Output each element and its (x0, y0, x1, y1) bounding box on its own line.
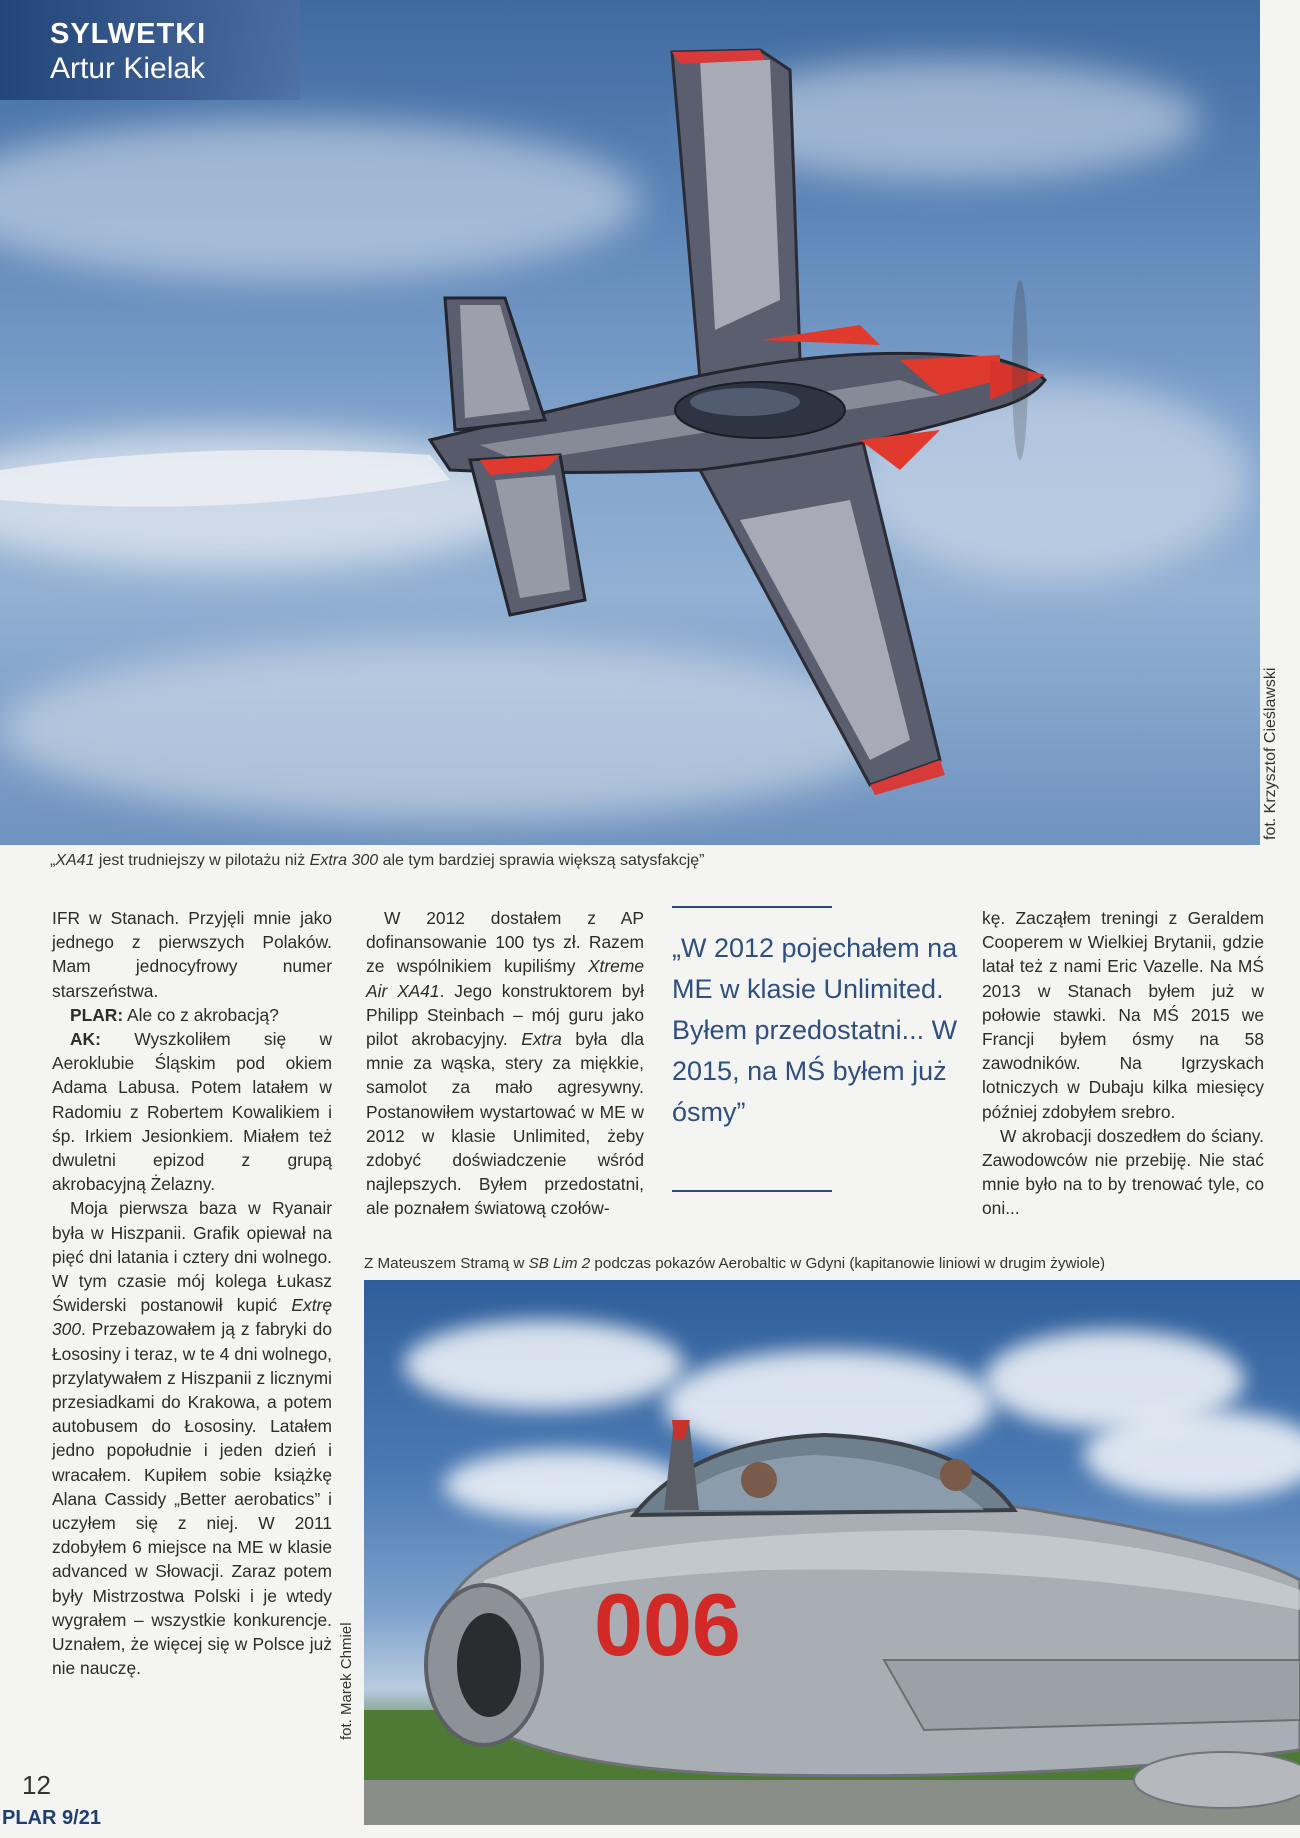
pull-quote-rule-top (672, 906, 832, 908)
bottom-photo-caption (364, 1255, 1105, 1272)
caption-run: Extra 300 (309, 852, 379, 869)
text-run: Moja pierwsza baza w Ryanair była w Hiszpanii. Grafik opiewał na pięć dni latania i cztery dni wolnego. W tym czasie mój kolega Łukasz Świderski postanowił kupić (52, 1198, 332, 1316)
caption-run: XA41 (55, 852, 95, 869)
article-column-4 (982, 906, 1264, 1221)
speaker-label: AK: (70, 1029, 101, 1050)
text-run: Extrę 300 (52, 1295, 332, 1340)
caption-run: podczas pokazów Aerobaltic w Gdyni (kapitanowie liniowi w drugim żywiole) (590, 1255, 1106, 1272)
bottom-photo-credit-text: fot. Marek Chmiel (338, 1622, 355, 1740)
bottom-photo-credit (338, 1622, 362, 1750)
top-photo-credit-text: fot. Krzysztof Cieślawski (1262, 667, 1279, 840)
text-run: była dla mnie za wąska, stery za miękkie, samolot za mało agresywny. Postanowiłem wystartować w ME w 2012 w klasie Unlimited, żeby zdobyć doświadczenie wśród najlepszych. Byłem przedostatni, ale poznałem światową czołów- (366, 1029, 644, 1219)
author-name: Artur Kielak (50, 52, 206, 85)
paragraph (366, 906, 644, 1221)
text-run: W 2012 dostałem z AP dofinansowanie 100 tys zł. Razem ze wspólnikiem kupiliśmy (366, 908, 644, 977)
caption-run: ale tym bardziej sprawia większą satysfakcję” (378, 852, 705, 869)
caption-run: „ (50, 852, 56, 869)
text-run: Xtreme Air XA41 (366, 956, 644, 1001)
magazine-issue (2, 1807, 101, 1830)
text-run: kę. Zacząłem treningi z Geraldem Cooperem w Wielkiej Brytanii, gdzie latał też z nami Eric Vazelle. Na MŚ 2013 w Stanach byłem już w połowie stawki. Na MŚ 2015 we Francji byłem ósmy na 58 zawodników. Na Igrzyskach lotniczych w Dubaju kilka miesięcy później zdobyłem srebro. (982, 908, 1264, 1122)
text-run: Extra (521, 1029, 562, 1050)
section-title: SYLWETKI (50, 18, 207, 50)
caption-run: SB Lim 2 (528, 1255, 591, 1272)
paragraph (52, 1003, 332, 1027)
text-run: Wyszkoliłem się w Aeroklubie Śląskim pod okiem Adama Labusa. Potem latałem w Radomiu z Robertem Kowalikiem i śp. Irkiem Jesionkiem. Miałem też dwuletni epizod z grupą akrobacyjną Żelazny. (52, 1029, 332, 1195)
aircraft-marking: 006 (594, 1575, 741, 1674)
article-column-2 (366, 906, 644, 1221)
paragraph (52, 1027, 332, 1196)
paragraph (982, 906, 1264, 1124)
speaker-label: PLAR: (70, 1004, 124, 1025)
text-run: IFR w Stanach. Przyjęli mnie jako jednego z pierwszych Polaków. Mam jednocyfrowy numer starszeństwa. (52, 908, 332, 1001)
caption-run: Z Mateuszem Stramą w (364, 1255, 529, 1272)
text-run: Ale co z akrobacją? (123, 1004, 279, 1025)
paragraph (52, 1196, 332, 1680)
magazine-name: PLAR (2, 1807, 57, 1829)
paragraph (52, 906, 332, 1003)
top-photo-credit (1262, 630, 1286, 850)
pull-quote: „W 2012 pojechałem na ME w klasie Unlimited. Byłem przedostatni... W 2015, na MŚ byłem już ósmy” (672, 933, 958, 1127)
page-number: 12 (22, 1770, 51, 1800)
text-run: W akrobacji doszedłem do ściany. Zawodowców nie przebiję. Nie stać mnie było na to by trenować tyle, co oni... (982, 1125, 1264, 1219)
top-photo-caption (50, 852, 705, 870)
issue-number: 9/21 (62, 1807, 101, 1829)
bottom-photo (364, 1280, 1300, 1825)
jet-aircraft-illustration (364, 1280, 1300, 1825)
text-run: . Przebazowałem ją z fabryki do Łososiny i teraz, w te 4 dni wolnego, przylatywałem z Hiszpanii z licznymi przesiadkami do Krakowa, a potem autobusem do Łososiny. Latałem jedno popołudnie i jeden dzień i wracałem. Kupiłem sobie książkę Alana Cassidy „Better aerobatics” i uczyłem się z niej. W 2011 zdobyłem 6 miejsce na ME w klasie advanced w Słowacji. Zaraz potem były Mistrzostwa Polski i je wtedy wygrałem – wszystkie konkurencje. Uznałem, że więcej się w Polsce już nie nauczę. (52, 1319, 332, 1679)
pull-quote-rule-bottom (672, 1190, 832, 1192)
caption-run: jest trudniejszy w pilotażu niż (94, 852, 310, 869)
top-photo (0, 0, 1260, 845)
text-run: . Jego konstruktorem był Philipp Steinbach – mój guru jako pilot akrobacyjny. (366, 980, 644, 1050)
section-header (0, 0, 300, 100)
aerobatic-plane-illustration (0, 0, 1260, 845)
paragraph (982, 1124, 1264, 1221)
article-column-1 (52, 906, 332, 1681)
